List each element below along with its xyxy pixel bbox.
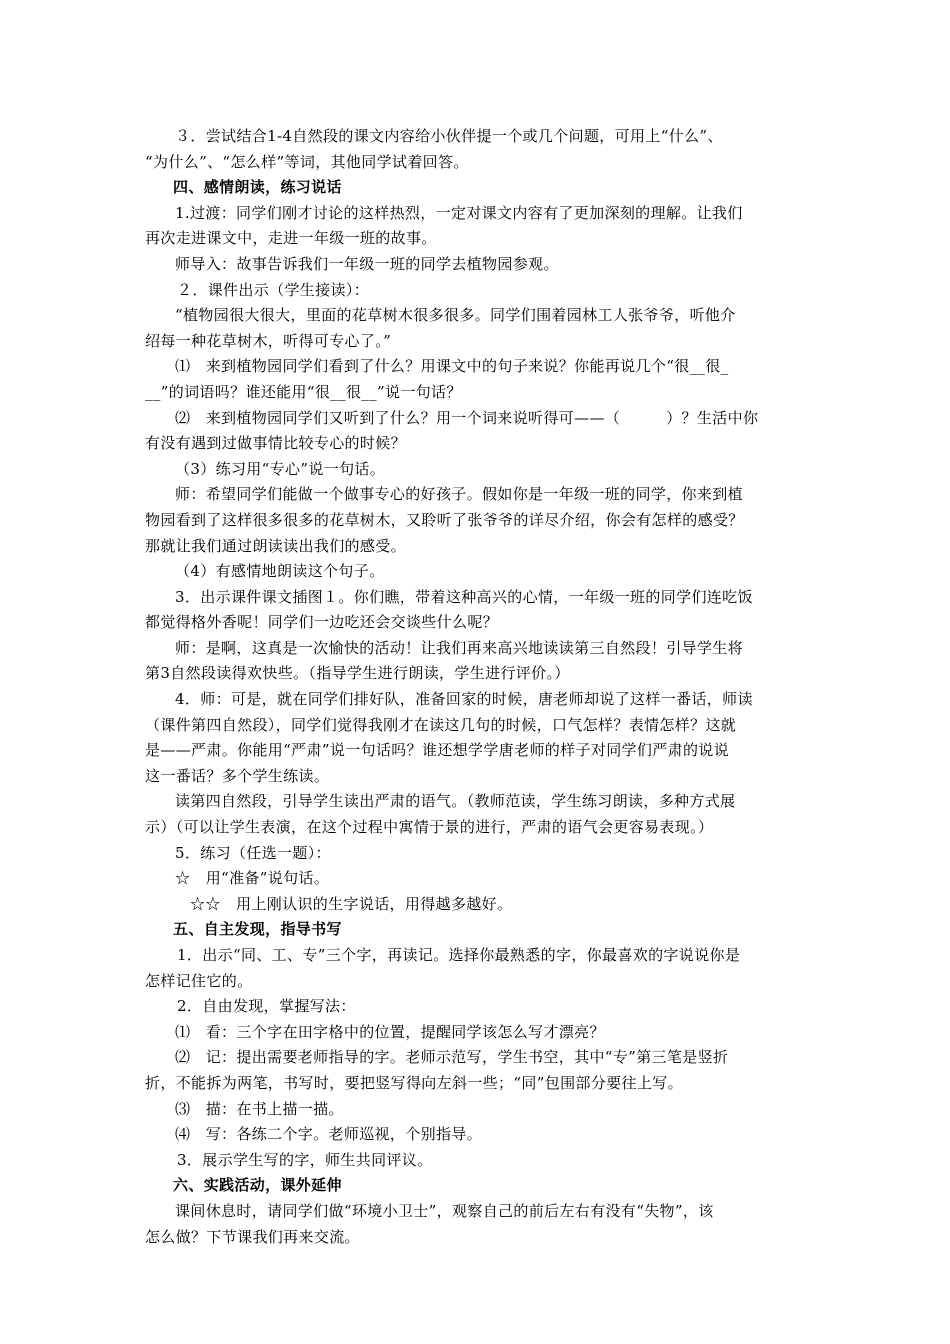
- text-line: __”的词语吗？谁还能用“很__很__”说一句话？: [145, 382, 462, 401]
- text-line: ☆ 用“准备”说句话。: [175, 869, 330, 888]
- document-page: [145, 124, 810, 1250]
- text-line: 3．展示学生写的字，师生共同评议。: [177, 1150, 433, 1169]
- text-line: 课间休息时，请同学们做“环境小卫士”，观察自己的前后左右有没有“失物”，该: [175, 1201, 714, 1220]
- text-line: 2．自由发现，掌握写法：: [177, 997, 356, 1016]
- text-line: 是——严肃。你能用“严肃”说一句话吗？谁还想学学唐老师的样子对同学们严肃的说说: [145, 741, 729, 760]
- text-line: （4）有感情地朗读这个句子。: [175, 562, 385, 581]
- text-line: 折，不能拆为两笔，书写时，要把竖写得向左斜一些；“同”包围部分要往上写。: [145, 1073, 683, 1092]
- text-line: 怎么做？下节课我们再来交流。: [145, 1227, 360, 1246]
- text-line: 3．出示课件课文插图１。你们瞧，带着这种高兴的心情，一年级一班的同学们连吃饭: [175, 587, 753, 606]
- text-line: 再次走进课文中，走进一年级一班的故事。: [145, 229, 437, 248]
- text-line: 这一番话？多个学生练读。: [145, 766, 330, 785]
- text-line: ⑷ 写：各练二个字。老师巡视，个别指导。: [175, 1125, 483, 1144]
- text-line: 师：希望同学们能做一个做事专心的好孩子。假如你是一年级一班的同学，你来到植: [175, 485, 743, 504]
- section-heading: 四、感情朗读，练习说话: [173, 178, 342, 197]
- text-line: 1.过渡：同学们刚才讨论的这样热烈，一定对课文内容有了更加深刻的理解。让我们: [175, 203, 743, 222]
- text-line: ⑵ 记：提出需要老师指导的字。老师示范写，学生书空，其中“专”第三笔是竖折: [175, 1048, 729, 1067]
- text-line: 绍每一种花草树木，听得可专心了。”: [145, 331, 392, 350]
- text-line: 4．师：可是，就在同学们排好队，准备回家的时候，唐老师却说了这样一番话，师读: [175, 690, 753, 709]
- section-heading: 六、实践活动，课外延伸: [173, 1176, 342, 1195]
- text-line: 1．出示“同、工、专”三个字，再读记。选择你最熟悉的字，你最喜欢的字说说你是: [177, 946, 741, 964]
- text-line: ２．课件出示（学生接读）：: [177, 280, 370, 299]
- text-line: ⑴ 来到植物园同学们看到了什么？用课文中的句子来说？你能再说几个“很__很_: [175, 357, 729, 376]
- text-line: ⑶ 描：在书上描一描。: [175, 1099, 344, 1118]
- section-heading: 五、自主发现，指导书写: [173, 920, 342, 939]
- text-line: （课件第四自然段），同学们觉得我刚才在读这几句的时候，口气怎样？表情怎样？这就: [145, 715, 737, 734]
- text-line: ⑵ 来到植物园同学们又听到了什么？用一个词来说听得可——（ ）？生活中你: [175, 408, 759, 427]
- text-line: 读第四自然段，引导学生读出严肃的语气。（教师范读，学生练习朗读，多种方式展: [175, 792, 736, 811]
- text-line: 都觉得格外香呢！同学们一边吃还会交谈些什么呢？: [145, 613, 499, 632]
- text-line: 示）（可以让学生表演，在这个过程中寓情于景的进行，严肃的语气会更容易表现。）: [145, 818, 714, 837]
- text-line: 师：是啊，这真是一次愉快的活动！让我们再来高兴地读读第三自然段！引导学生将: [175, 638, 743, 657]
- text-line: 第3自然段读得欢快些。（指导学生进行朗读，学生进行评价。）: [145, 664, 570, 683]
- text-line: ⑴ 看：三个字在田字格中的位置，提醒同学该怎么写才漂亮？: [175, 1022, 605, 1041]
- text-line: ☆☆ 用上刚认识的生字说话，用得越多越好。: [190, 894, 513, 913]
- text-line: 怎样记住它的。: [145, 971, 253, 990]
- text-line: ３．尝试结合1-4自然段的课文内容给小伙伴提一个或几个问题，可用上“什么”、: [175, 127, 723, 145]
- text-line: 有没有遇到过做事情比较专心的时候？: [145, 434, 406, 453]
- text-line: “为什么”、“怎么样”等词，其他同学试着回答。: [145, 152, 469, 171]
- text-line: 师导入：故事告诉我们一年级一班的同学去植物园参观。: [175, 254, 559, 273]
- text-line: “植物园很大很大，里面的花草树木很多很多。同学们围着园林工人张爷爷，听他介: [175, 306, 736, 325]
- text-line: 物园看到了这样很多很多的花草树木，又聆听了张爷爷的详尽介绍，你会有怎样的感受？: [145, 510, 744, 529]
- text-line: 那就让我们通过朗读读出我们的感受。: [145, 536, 406, 555]
- text-line: （3）练习用“专心”说一句话。: [175, 459, 386, 478]
- text-line: 5．练习（任选一题）：: [175, 843, 331, 862]
